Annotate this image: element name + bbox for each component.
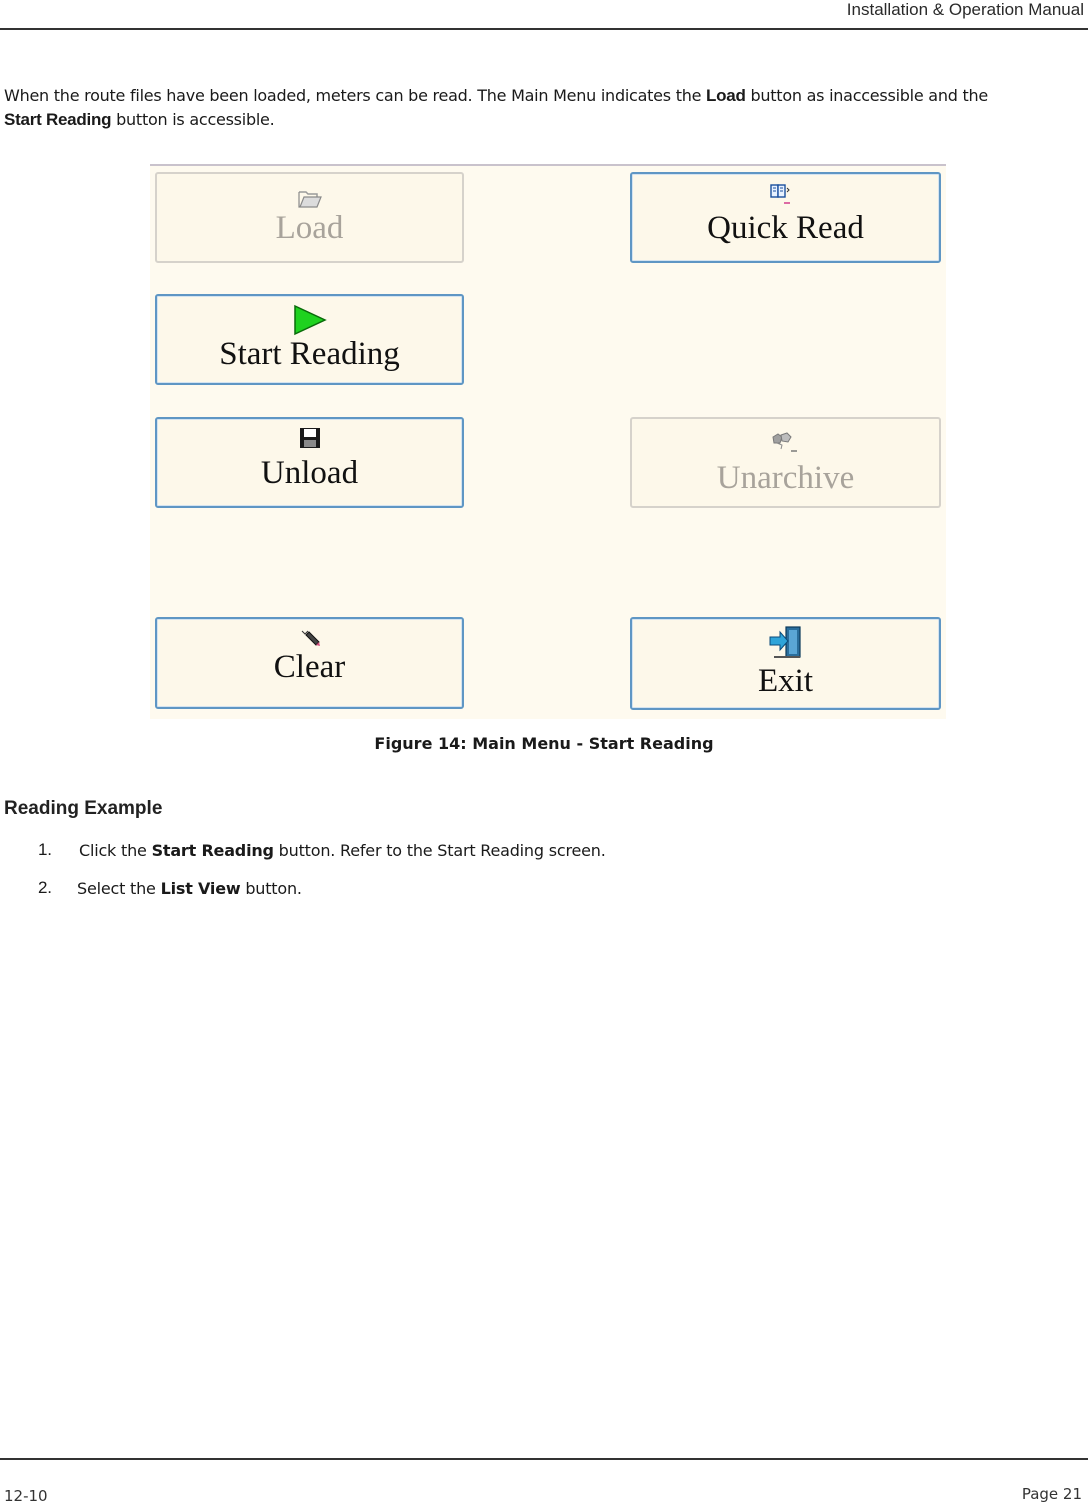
intro-load-term: Load: [706, 86, 746, 105]
exit-button[interactable]: [630, 617, 941, 710]
unarchive-button[interactable]: [630, 417, 941, 508]
quick-read-button[interactable]: [630, 172, 941, 263]
clear-label: Clear: [273, 649, 346, 685]
step-start-reading-term: Start Reading: [151, 841, 274, 860]
load-button[interactable]: [155, 172, 464, 263]
step-text: Click the Start Reading button. Refer to the Start Reading screen.: [79, 841, 606, 860]
play-icon: [292, 304, 328, 340]
figure-caption: Figure 14: Main Menu - Start Reading: [374, 734, 714, 753]
intro-text-1: When the route files have been loaded, meters can be read. The Main Menu indicates the: [4, 86, 707, 105]
unload-button[interactable]: [155, 417, 464, 508]
footer-page-number: Page 21: [1021, 1485, 1082, 1503]
clear-button[interactable]: [155, 617, 464, 709]
exit-door-icon: [768, 625, 804, 665]
intro-paragraph: [4, 84, 1088, 132]
archive-icon: [769, 431, 803, 461]
step-number: 2.: [38, 878, 52, 897]
header-rule: [0, 28, 1088, 30]
step-list-view-term: List View: [160, 879, 241, 898]
footer-section-number: 12-10: [4, 1487, 48, 1505]
unarchive-label: Unarchive: [716, 460, 855, 496]
start-reading-label: Start Reading: [219, 336, 400, 372]
footer-rule: [0, 1458, 1088, 1460]
intro-start-reading-term: Start Reading: [4, 110, 112, 129]
meter-icon: [767, 182, 795, 212]
intro-text-3: button is accessible.: [111, 110, 275, 129]
load-label: Load: [275, 210, 344, 246]
unload-label: Unload: [260, 455, 359, 491]
exit-label: Exit: [758, 663, 813, 699]
quick-read-label: Quick Read: [707, 210, 864, 246]
running-header-title: Installation & Operation Manual: [846, 0, 1084, 19]
start-reading-button[interactable]: [155, 294, 464, 385]
floppy-disk-icon: [299, 427, 321, 453]
section-title: Reading Example: [4, 798, 163, 819]
step-number: 1.: [38, 840, 52, 859]
intro-text-2: button as inaccessible and the: [745, 86, 988, 105]
step-text: Select the List View button.: [77, 879, 302, 898]
main-menu-screen: [150, 164, 946, 719]
